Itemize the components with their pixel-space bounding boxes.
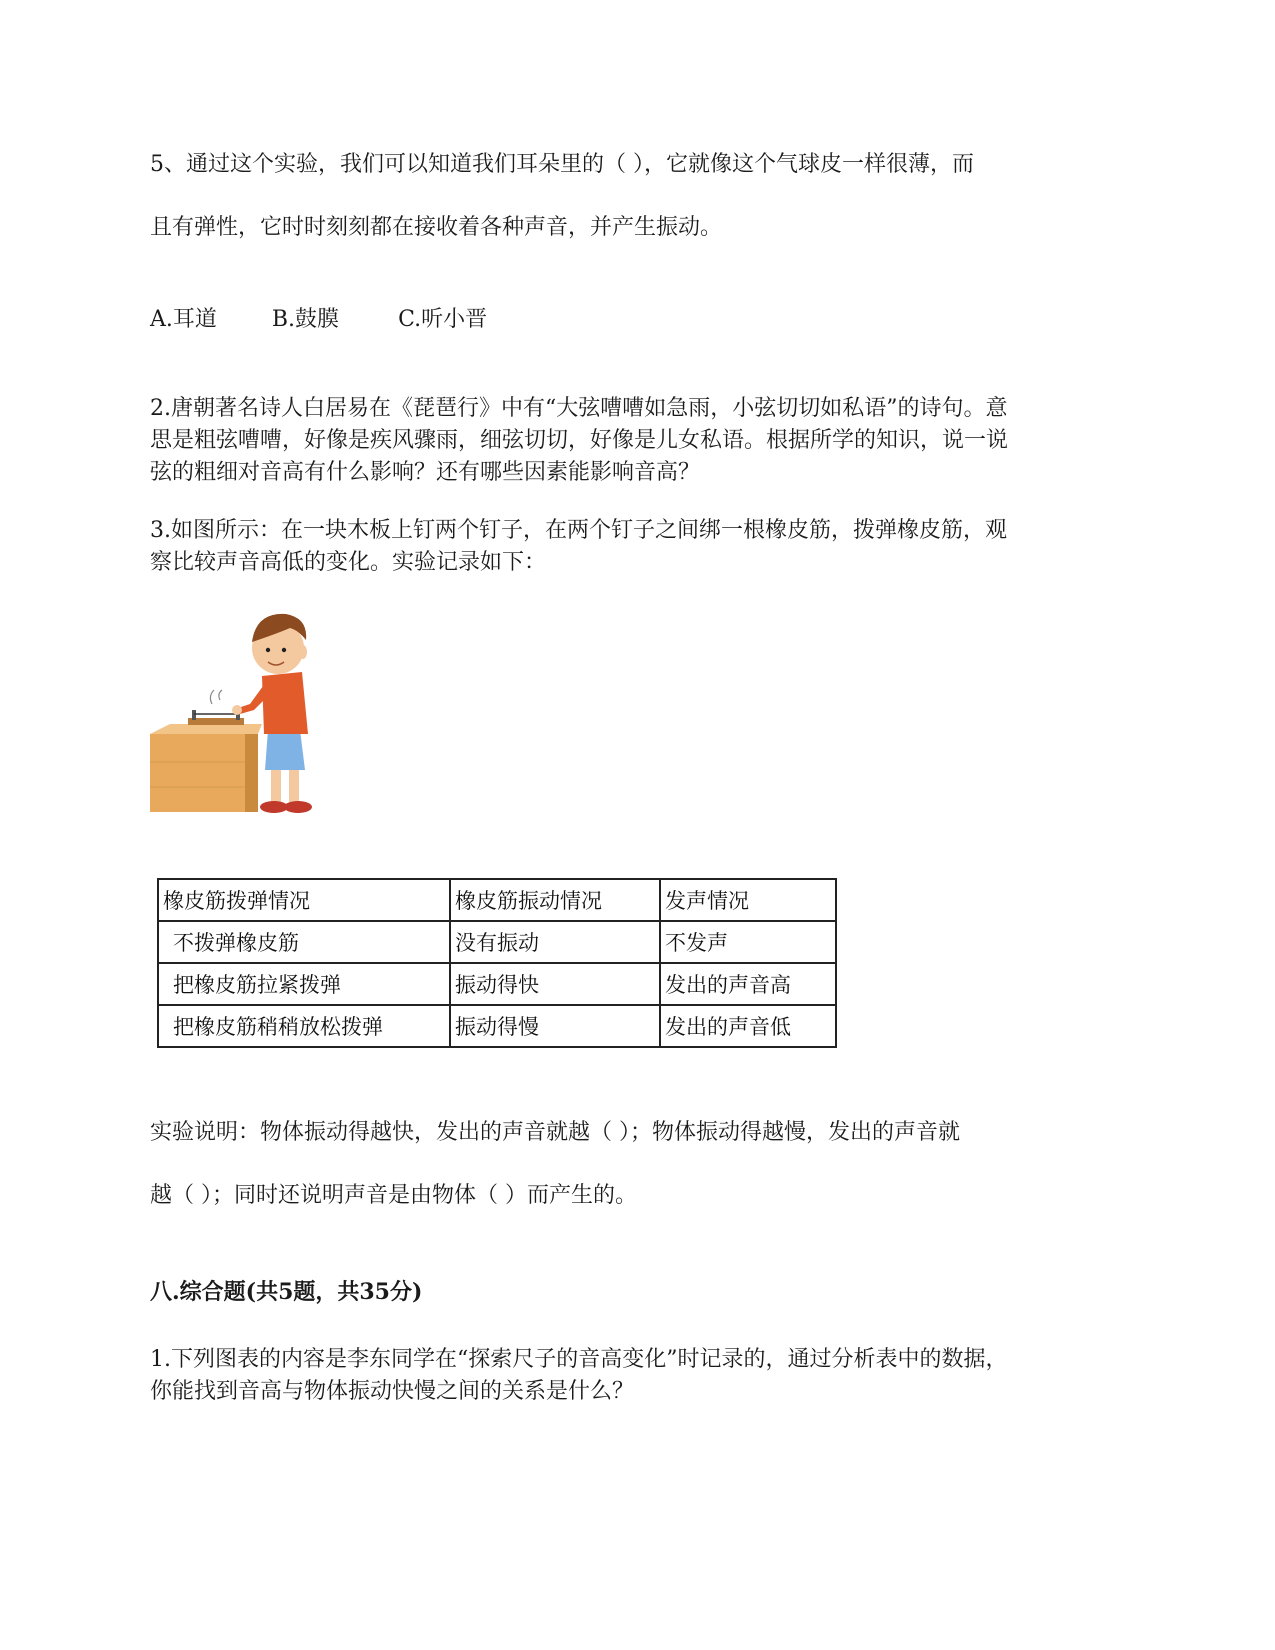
q3-explain-line-2: 越（ ）；同时还说明声音是由物体（ ）而产生的。 [150, 1183, 637, 1208]
table-cell: 不拨弹橡皮筋 [158, 921, 450, 963]
rubber-band-experiment-illustration [150, 612, 315, 820]
table-cell: 没有振动 [450, 921, 660, 963]
table-cell: 振动得慢 [450, 1005, 660, 1047]
s8-q1-line-2: 你能找到音高与物体振动快慢之间的关系是什么？ [150, 1379, 635, 1404]
table-cell: 把橡皮筋稍稍放松拨弹 [158, 1005, 450, 1047]
q3-line-2: 察比较声音高低的变化。实验记录如下： [150, 550, 547, 575]
boy-shorts [265, 730, 305, 770]
table-header-row [158, 879, 836, 921]
table-cell: 不发声 [660, 921, 836, 963]
q5-line-1: 5、通过这个实验，我们可以知道我们耳朵里的（ ），它就像这个气球皮一样很薄，而 [150, 152, 974, 177]
s8-q1-line-1: 1.下列图表的内容是李东同学在“探索尺子的音高变化”时记录的，通过分析表中的数据， [150, 1347, 1008, 1372]
q5-option-c: C.听小晋 [398, 307, 488, 332]
header-cell: 橡皮筋振动情况 [450, 879, 660, 921]
table-row [158, 921, 836, 963]
q5-option-a: A.耳道 [150, 307, 217, 332]
q2-line-1: 2.唐朝著名诗人白居易在《琵琶行》中有“大弦嘈嘈如急雨，小弦切切如私语”的诗句。意 [150, 396, 1008, 421]
table-cell: 发出的声音低 [660, 1005, 836, 1047]
q2-line-2: 思是粗弦嘈嘈，好像是疾风骤雨，细弦切切，好像是儿女私语。根据所学的知识，说一说 [150, 428, 1009, 453]
header-cell: 发声情况 [660, 879, 836, 921]
table-cell: 振动得快 [450, 963, 660, 1005]
desk-top [150, 724, 262, 734]
q3-explain-line-1: 实验说明：物体振动得越快，发出的声音就越（ ）；物体振动得越慢，发出的声音就 [150, 1120, 960, 1145]
header-cell: 橡皮筋拨弹情况 [158, 879, 450, 921]
q5-options [150, 304, 487, 336]
q2-line-3: 弦的粗细对音高有什么影响？还有哪些因素能影响音高？ [150, 460, 701, 485]
section-heading: 八.综合题(共5题，共35分) [150, 1279, 423, 1305]
wooden-board [188, 718, 244, 725]
q5-option-b: B.鼓膜 [271, 307, 340, 332]
table-row [158, 1005, 836, 1047]
experiment-record-table [157, 878, 837, 1048]
table-cell: 把橡皮筋拉紧拨弹 [158, 963, 450, 1005]
table-cell: 发出的声音高 [660, 963, 836, 1005]
boy-shirt [262, 672, 308, 734]
desk-front [150, 734, 258, 812]
q3-line-1: 3.如图所示：在一块木板上钉两个钉子，在两个钉子之间绑一根橡皮筋，拨弹橡皮筋，观 [150, 518, 1007, 543]
q5-line-2: 且有弹性，它时时刻刻都在接收着各种声音，并产生振动。 [150, 215, 723, 240]
table-row [158, 963, 836, 1005]
